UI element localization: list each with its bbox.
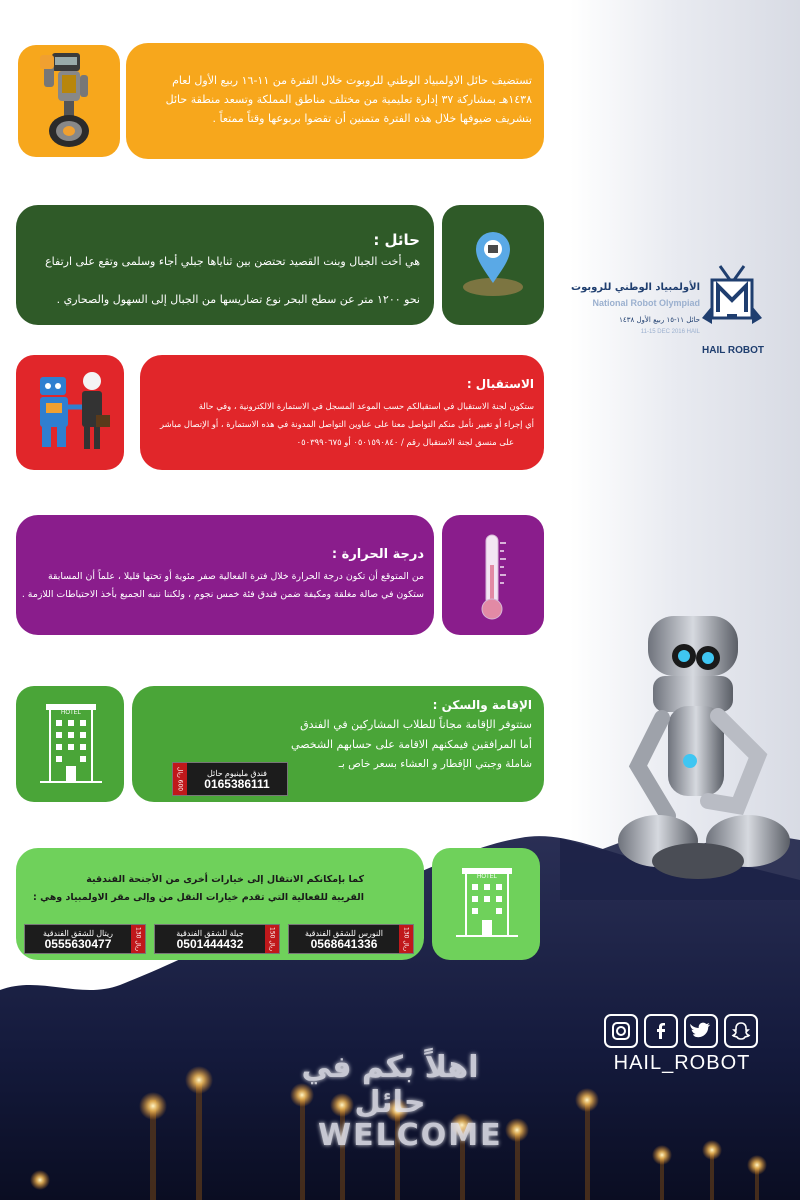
intro-text: تستضيف حائل الاولمبياد الوطني للروبوت خلال الفترة من ١١-١٦ ربيع الأول لعام ١٤٣٨هـ بمشاركة ٣٧ إدارة تعليمية من مختلف مناطق المملكة وتسعد منطقة حائل بتشريف ضيوفها خلال هذه الفترة متمنين أن تقضوا بربوعها وقتاً ممتعاً . [165,74,532,125]
reception-line-2: أي إجراء أو تغيير نأمل منكم التواصل معنا على عناوين التواصل المدونة في هذه الاستمارة ، أو الإتصال مباشر [160,419,534,429]
logo-title-en: National Robot Olympiad [592,298,700,308]
logo-title-ar: الأولمبياد الوطني للروبوت [571,282,700,293]
apartment-phone-1: 0568641336 [310,937,378,951]
thermometer-icon [442,515,544,635]
intro-panel [126,43,544,159]
apartment-card-1 [288,924,414,954]
robot-tv-logo-icon [700,262,764,346]
reception-panel [140,355,544,470]
apartments-line-1: كما بإمكانكم الانتقال إلى خيارات أخرى من الأجنحة الفندقية [86,874,364,885]
logo-date-en: 11-15 DEC 2016 HAIL [640,329,700,335]
hotel-icon-box [16,686,124,802]
accommodation-panel [132,686,544,802]
location-pin-icon [442,205,544,325]
temperature-line-2: ستكون في صالة مغلقة ومكيفة ضمن فندق فئة خمس نجوم ، ولكننا ننبه الجميع بأخذ الاحتياطات اللازمة . [21,589,424,600]
thermometer-icon-box [442,515,544,635]
apartment-name-1: النورس للشقق الفندقية [304,929,384,938]
facebook-icon[interactable] [644,1014,678,1048]
apartment-name-2: جيلة للشقق الفندقية [176,929,244,938]
temperature-panel [16,515,434,635]
hail-line-1: هي أخت الجبال وبنت القصيد تحتضن بين ثناياها جبلي أجاء وسلمى وتقع على ارتفاع [45,255,420,268]
apartment-price-3: 130 ريال [131,925,145,953]
instagram-icon[interactable] [604,1014,638,1048]
reception-line-1: ستكون لجنة الاستقبال في استقبالكم حسب الموعد المسجل في الاستمارة الالكترونية ، وفي حالة [198,401,534,411]
sitting-robot-illustration [598,606,798,896]
hotel-phone: 0165386111 [204,777,270,791]
apartment-phone-3: 0555630477 [44,937,112,951]
apartment-building-label: HOTEL [476,874,497,880]
social-handle: HAIL_ROBOT [613,1052,751,1074]
handshake-robot-icon [16,355,124,470]
snapchat-icon[interactable] [724,1014,758,1048]
hail-line-2: نحو ١٢٠٠ متر عن سطح البحر نوع تضاريسها من الجبال إلى السهول والصحاري . [56,293,420,306]
apartments-panel [16,848,424,960]
accommodation-title: الإقامة والسكن : [432,698,532,712]
hotel-price-tag: 600 ريال [173,763,187,795]
reception-title: الاستقبال : [466,377,534,391]
welcome-arabic-sign: اهلاً بكم في حائل [301,1050,479,1120]
logo-brand: HAIL ROBOT [702,345,765,356]
location-pin-icon-box [442,205,544,325]
logo-date-ar: حائل ١١-١٥ ربيع الأول ١٤٣٨ [619,316,700,324]
accommodation-line-3: شاملة وجبتي الإفطار و العشاء بسعر خاص بـ [338,758,532,770]
apartment-price-2: 150 ريال [265,925,279,953]
waving-robot-icon [18,45,120,157]
hotel-building-icon [16,686,124,802]
apartments-hotel-icon-box [432,848,540,960]
apartments-line-2: القريبة للفعالية التي تقدم خيارات النقل من وإلى مقر الاولمبياد وهي : [33,892,364,903]
welcome-english-sign: WELCOME [318,1118,503,1153]
hail-panel [16,205,434,325]
apartment-card-2 [154,924,280,954]
hotel-name: فندق ملينيوم حائل [206,769,268,778]
hotel-building-label: HOTEL [60,710,81,716]
apartment-price-1: 130 ريال [399,925,413,953]
robot-wave-icon-box [18,45,120,157]
apartment-building-icon [432,848,540,960]
apartment-card-3 [24,924,146,954]
apartment-phone-2: 0501444432 [176,937,244,951]
reception-robot-icon-box [16,355,124,470]
hail-title: حائل : [373,231,420,249]
temperature-line-1: من المتوقع أن تكون درجة الحرارة خلال فترة الفعالية صفر مئوية أو تحتها قليلا ، علماً أن المسابقة [48,571,424,582]
accommodation-line-1: ستتوفر الإقامة مجاناً للطلاب المشاركين في الفندق [300,718,532,731]
apartment-name-3: ريتال للشقق الفندقية [43,929,113,938]
temperature-title: درجة الحرارة : [331,547,424,562]
accommodation-line-2: أما المرافقين فيمكنهم الاقامة على حسابهم الشخصي [291,738,532,751]
twitter-icon[interactable] [684,1014,718,1048]
olympiad-logo [571,262,778,362]
reception-line-3: على منسق لجنة الاستقبال رقم / ٠٥٠١٥٩٠٨٤٠ أو ٠٥٠٣٩٩٠٦٧٥ [296,437,514,447]
hotel-contact-card [172,762,288,796]
